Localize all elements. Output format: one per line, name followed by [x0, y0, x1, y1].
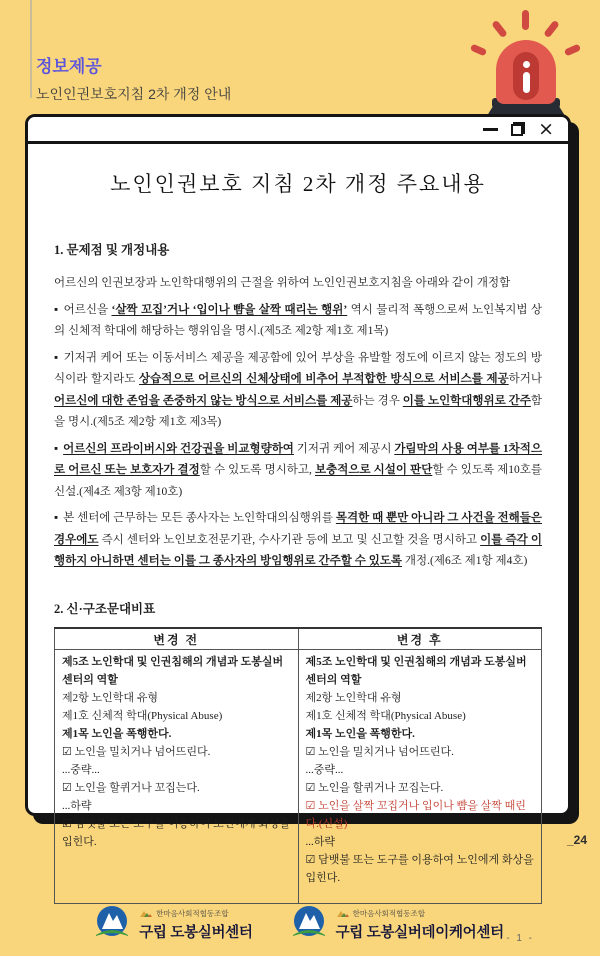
slide-corner-mark: _24 — [566, 833, 587, 847]
restore-icon — [511, 124, 523, 136]
coop-emblem-icon — [139, 909, 153, 918]
table-row — [55, 649, 542, 903]
org-name: 구립 도봉실버센터 — [139, 924, 253, 941]
bullet-item — [54, 508, 542, 573]
siren-dome-inner — [513, 52, 539, 100]
siren-ray-icon — [470, 44, 487, 57]
close-button[interactable]: × — [538, 118, 554, 140]
cell-before: 제5조 노인학대 및 인권침해의 개념과 도봉실버센터의 역할 제2항 노인학대 유형 제1호 신체적 학대(Physical Abuse) 제1목 노인을 폭행한다. ☑ 노인을 밀치거나 넘어뜨린다. ...중략... ☑ 노인을 할퀴거나 꼬집는다. ...하략 ☑ 담뱃불 또는 도구를 이용하여 노인에게 화상을 입힌다. — [62, 655, 291, 848]
comparison-table — [54, 627, 542, 904]
bullet-item — [54, 300, 542, 343]
decorative-vertical-line — [30, 0, 32, 98]
bullet-marker: ▪ — [54, 351, 59, 364]
info-icon — [523, 72, 530, 93]
siren-ray-icon — [543, 20, 560, 38]
bullet-text: 어르신을 ‘살짝 꼬집’거나 ‘입이나 뺨을 살짝 때리는 행위’ 역시 물리적 폭행으로써 노인복지법 상의 신체적 학대에 해당하는 행위임을 명시.(제5조 제2항 제1호 제1목) — [54, 303, 543, 337]
bullet-text: 본 센터에 근무하는 모든 종사자는 노인학대의심행위를 목격한 때 뿐만 아니라 그 사건을 전해들은 경우에도 즉시 센터와 노인보호전문기관, 수사기관 등에 보고 및 신고할 것을 명시하고 이를 즉각 이행하지 아니하면 센터는 이를 그 종사자의 방임행위로 간주할 수 있도록 개정.(제6조 제1항 제4호) — [54, 512, 542, 567]
section2-heading: 2. 신·구조문대비표 — [54, 601, 156, 616]
mountain-logo-icon — [92, 904, 132, 946]
slide-subtitle: 노인인권보호지침 2차 개정 안내 — [36, 86, 232, 102]
siren-dome — [496, 40, 556, 104]
document-body — [28, 144, 568, 956]
center-logo — [289, 904, 504, 946]
column-header-after: 변경 후 — [298, 628, 542, 650]
section1-heading: 1. 문제점 및 개정내용 — [54, 243, 170, 257]
bullet-text: 어르신의 프라이버시와 건강권을 비교형량하여 기저귀 케어 제공시 가림막의 사용 여부를 1차적으로 어르신 또는 보호자가 결정할 수 있도록 명시하고, 보충적으로 시설이 판단할 수 있도록 제10호를 신설.(제4조 제3항 제10호) — [54, 442, 543, 498]
bullet-marker: ▪ — [54, 512, 59, 524]
siren-ray-icon — [564, 44, 581, 57]
info-icon — [523, 61, 530, 68]
bullet-item — [54, 348, 542, 434]
cell-after: 제5조 노인학대 및 인권침해의 개념과 도봉실버센터의 역할 제2항 노인학대 유형 제1호 신체적 학대(Physical Abuse) 제1목 노인을 폭행한다. ☑ 노인을 밀치거나 넘어뜨린다. ...중략... ☑ 노인을 할퀴거나 꼬집는다. ☑ 노인을 살짝 꼬집거나 입이나 뺨을 살짝 때린다.(신설) ...하략 ☑ 담뱃불 또는 도구를 이용하여 노인에게 화상을 입힌다. — [298, 649, 542, 903]
coop-name: 한마음사회적협동조합 — [156, 908, 229, 918]
bullet-marker: ▪ — [54, 303, 59, 316]
minimize-icon — [483, 128, 498, 131]
minimize-button[interactable] — [483, 128, 498, 131]
restore-button[interactable] — [511, 122, 525, 136]
page-number: - 1 - — [506, 932, 534, 944]
window-titlebar — [28, 117, 568, 144]
column-header-before: 변경 전 — [55, 628, 299, 650]
slide-header — [36, 52, 231, 104]
bullet-marker: ▪ — [54, 442, 59, 455]
document-footer — [54, 904, 542, 948]
siren-ray-icon — [491, 20, 508, 38]
document-window — [25, 114, 571, 944]
mountain-logo-icon — [289, 904, 329, 946]
bullet-item — [54, 439, 542, 504]
siren-icon — [466, 10, 586, 118]
category-label: 정보제공 — [36, 57, 102, 76]
siren-ray-icon — [522, 10, 529, 30]
table-header-row — [55, 628, 542, 650]
coop-name: 한마음사회적협동조합 — [352, 908, 426, 918]
org-name: 구립 도봉실버데이케어센터 — [335, 924, 504, 941]
coop-emblem-icon — [336, 909, 350, 918]
document-title: 노인인권보호 지침 2차 개정 주요내용 — [110, 172, 486, 196]
section1-intro: 어르신의 인권보장과 노인학대행위의 근절을 위하여 노인인권보호지침을 아래와 같이 개정함 — [54, 277, 511, 289]
bullet-text: 기저귀 케어 또는 이동서비스 제공을 제공함에 있어 부상을 유발할 정도에 이르지 않는 정도의 방식이라 할지라도 상습적으로 어르신의 신체상태에 비추어 부적합한 방식으로 서비스를 제공하거나 어르신에 대한 존엄을 존중하지 않는 방식으로 서비스를 제공하는 경우 이를 노인학대행위로 간주함을 명시.(제5조 제2항 제1호 제3목) — [54, 351, 543, 428]
center-logo — [92, 904, 252, 946]
